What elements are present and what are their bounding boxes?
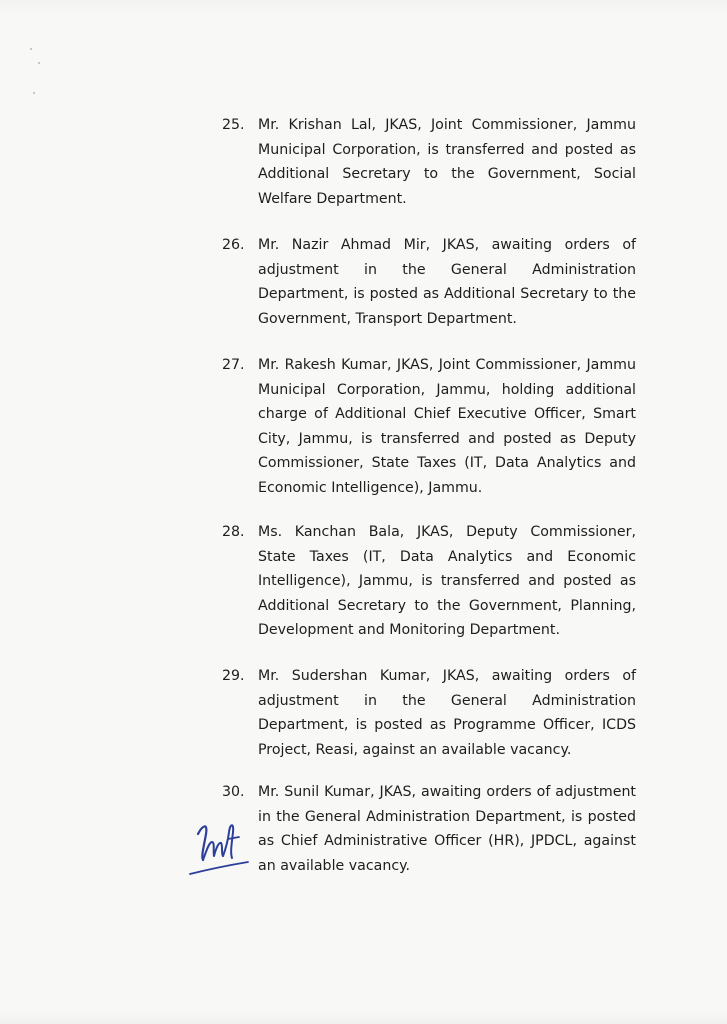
order-item-text: Ms. Kanchan Bala, JKAS, Deputy Commissioner, State Taxes (IT, Data Analytics and Economic Intelligence), Jammu, is transferred and posted as Additional Secretary to the Government, Planning, Development and Monitoring Department. — [258, 524, 636, 638]
order-item-text: Mr. Sudershan Kumar, JKAS, awaiting orders of adjustment in the General Administration Department, is posted as Programme Officer, ICDS Project, Reasi, against an available vacancy. — [258, 668, 636, 758]
order-item-number: 25. — [222, 117, 245, 133]
order-item-number: 27. — [222, 357, 245, 373]
order-item-number: 29. — [222, 668, 245, 684]
order-item-text: Mr. Rakesh Kumar, JKAS, Joint Commissioner, Jammu Municipal Corporation, Jammu, holding additional charge of Additional Chief Executive Officer, Smart City, Jammu, is transferred and posted as Deputy Commissioner, State Taxes (IT, Data Analytics and Economic Intelligence), Jammu. — [258, 357, 636, 496]
order-item-number: 28. — [222, 524, 245, 540]
scan-speck — [30, 48, 32, 50]
order-item-number: 30. — [222, 784, 245, 800]
order-item-number: 26. — [222, 237, 245, 253]
scan-speck — [38, 62, 40, 64]
order-item-text: Mr. Nazir Ahmad Mir, JKAS, awaiting orders of adjustment in the General Administration Department, is posted as Additional Secretary to the Government, Transport Department. — [258, 237, 636, 327]
signature-icon — [184, 812, 256, 882]
order-item-27 — [222, 353, 636, 500]
order-item-text: Mr. Krishan Lal, JKAS, Joint Commissioner, Jammu Municipal Corporation, is transferred and posted as Additional Secretary to the Government, Social Welfare Department. — [258, 117, 636, 207]
order-item-text: Mr. Sunil Kumar, JKAS, awaiting orders of adjustment in the General Administration Department, is posted as Chief Administrative Officer (HR), JPDCL, against an available vacancy. — [258, 784, 636, 874]
order-item-25 — [222, 113, 636, 211]
order-item-26 — [222, 233, 636, 331]
order-item-28 — [222, 520, 636, 643]
scan-speck — [33, 92, 35, 94]
order-item-30 — [222, 780, 636, 878]
order-item-29 — [222, 664, 636, 762]
